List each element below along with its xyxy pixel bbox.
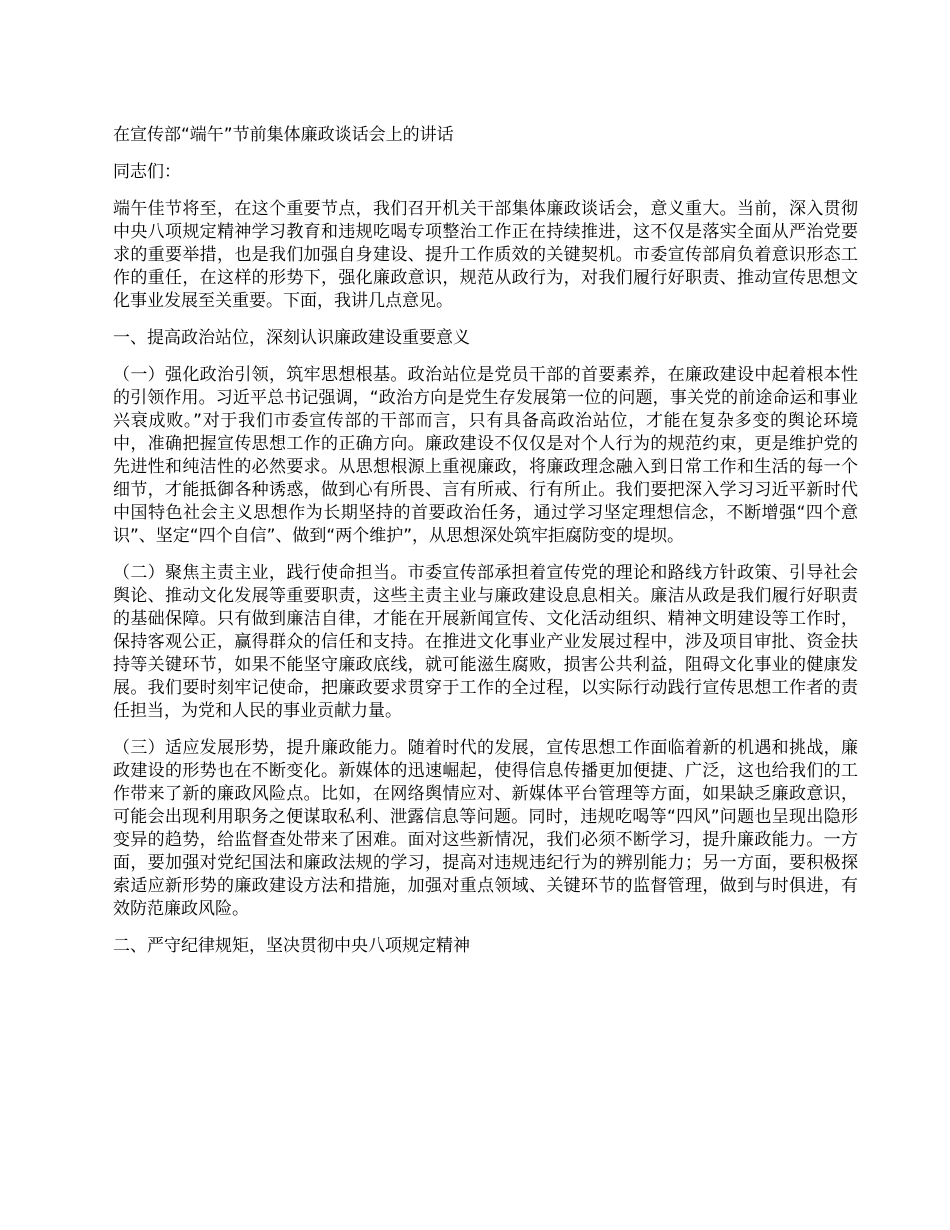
section-2-heading: 二、严守纪律规矩，坚决贯彻中央八项规定精神 [113,936,470,956]
section-1-paragraph-1: （一）强化政治引领，筑牢思想根基。政治站位是党员干部的首要素养，在廉政建设中起着根本性的引领作用。习近平总书记强调，“政治方向是党生存发展第一位的问题，事关党的前途命运和事业兴衰成败。”对于我们市委宣传部的干部而言，只有具备高政治站位，才能在复杂多变的舆论环境中，准确把握宣传思想工作的正确方向。廉政建设不仅仅是对个人行为的规范约束，更是维护党的先进性和纯洁性的必然要求。从思想根源上重视廉政，将廉政理念融入到日常工作和生活的每一个细节，才能抵御各种诱惑，做到心有所畏、言有所戒、行有所止。我们要把深入学习习近平新时代中国特色社会主义思想作为长期坚持的首要政治任务，通过学习坚定理想信念，不断增强“四个意识”、坚定“四个自信”、做到“两个维护”，从思想深处筑牢拒腐防变的堤坝。 [113,365,858,546]
section-1-heading: 一、提高政治站位，深刻认识廉政建设重要意义 [113,328,470,348]
intro-paragraph: 端午佳节将至，在这个重要节点，我们召开机关干部集体廉政谈话会，意义重大。当前，深入贯彻中央八项规定精神学习教育和违规吃喝专项整治工作正在持续推进，这不仅是落实全面从严治党要求的重要举措，也是我们加强自身建设、提升工作质效的关键契机。市委宣传部肩负着意识形态工作的重任，在这样的形势下，强化廉政意识，规范从政行为，对我们履行好职责、推动宣传思想文化事业发展至关重要。下面，我讲几点意见。 [113,199,858,311]
document-page [113,124,858,972]
section-1-paragraph-2: （二）聚焦主责主业，践行使命担当。市委宣传部承担着宣传党的理论和路线方针政策、引导社会舆论、推动文化发展等重要职责，这些主责主业与廉政建设息息相关。廉洁从政是我们履行好职责的基础保障。只有做到廉洁自律，才能在开展新闻宣传、文化活动组织、精神文明建设等工作时，保持客观公正，赢得群众的信任和支持。在推进文化事业产业发展过程中，涉及项目审批、资金扶持等关键环节，如果不能坚守廉政底线，就可能滋生腐败，损害公共利益，阻碍文化事业的健康发展。我们要时刻牢记使命，把廉政要求贯穿于工作的全过程，以实际行动践行宣传思想工作者的责任担当，为党和人民的事业贡献力量。 [113,563,858,721]
salutation: 同志们： [113,162,181,182]
section-1-paragraph-3: （三）适应发展形势，提升廉政能力。随着时代的发展，宣传思想工作面临着新的机遇和挑战，廉政建设的形势也在不断变化。新媒体的迅速崛起，使得信息传播更加便捷、广泛，这也给我们的工作带来了新的廉政风险点。比如，在网络舆情应对、新媒体平台管理等方面，如果缺乏廉政意识，可能会出现利用职务之便谋取私利、泄露信息等问题。同时，违规吃喝等“四风”问题也呈现出隐形变异的趋势，给监督查处带来了困难。面对这些新情况，我们必须不断学习，提升廉政能力。一方面，要加强对党纪国法和廉政法规的学习，提高对违规违纪行为的辨别能力；另一方面，要积极探索适应新形势的廉政建设方法和措施，加强对重点领域、关键环节的监督管理，做到与时俱进，有效防范廉政风险。 [113,738,858,919]
document-title: 在宣传部“端午”节前集体廉政谈话会上的讲话 [113,125,454,145]
